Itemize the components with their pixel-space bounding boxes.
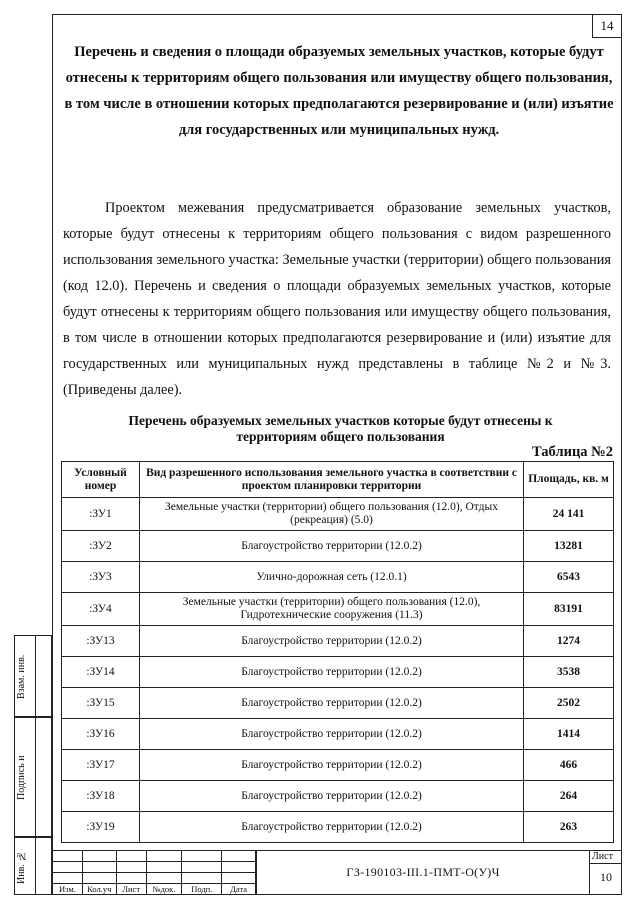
table-header-row [62,462,614,498]
cell-area: 466 [524,750,614,781]
col-koluch: Кол.уч [82,884,116,895]
side-cell-inv [14,837,52,895]
cell-area: 13281 [524,531,614,562]
document-code: ГЗ-190103-ІІІ.1-ПМТ-О(У)Ч [256,850,590,895]
sheet-label: Лист [592,851,613,862]
cell-area: 2502 [524,688,614,719]
cell-id: :ЗУ17 [62,750,140,781]
cell-use: Благоустройство территории (12.0.2) [139,719,523,750]
side-stamp [14,635,52,895]
cell-use: Благоустройство территории (12.0.2) [139,626,523,657]
cell-use: Улично-дорожная сеть (12.0.1) [139,562,523,593]
cell-id: :ЗУ18 [62,781,140,812]
table-row [62,562,614,593]
table-row [62,719,614,750]
table-row [62,531,614,562]
sheet-number: 10 [600,870,612,884]
col-data: Дата [222,884,256,895]
table-row [62,626,614,657]
cell-id: :ЗУ15 [62,688,140,719]
cell-use: Благоустройство территории (12.0.2) [139,688,523,719]
table-row [62,657,614,688]
label-podpis: Подпись и [16,755,27,801]
label-vzam-inv: Взам. инв. [16,654,27,700]
table-label: Таблица №2 [532,444,613,460]
cell-use: Благоустройство территории (12.0.2) [139,657,523,688]
table-title: Перечень образуемых земельных участков которые будут отнесены к территориям общего пользования [128,413,553,444]
cell-id: :ЗУ13 [62,626,140,657]
title-block [52,850,622,895]
side-cell-podpis [14,717,52,837]
cell-area: 1274 [524,626,614,657]
col-ndok: №док. [146,884,182,895]
cell-area: 3538 [524,657,614,688]
table-row [62,688,614,719]
cell-use: Земельные участки (территории) общего пользования (12.0), Отдых (рекреация) (5.0) [139,498,523,531]
header-id: Условный номер [62,462,140,498]
cell-use: Земельные участки (территории) общего пользования (12.0), Гидротехнические сооружения (11.3) [139,593,523,626]
table-row [62,593,614,626]
label-inv-no: Инв. № [16,850,27,884]
table-row [62,781,614,812]
cell-area: 24 141 [524,498,614,531]
cell-id: :ЗУ16 [62,719,140,750]
cell-id: :ЗУ4 [62,593,140,626]
side-cell-vzam [14,635,52,717]
cell-id: :ЗУ14 [62,657,140,688]
col-list: Лист [116,884,146,895]
title-block-grid [52,850,256,895]
header-use: Вид разрешенного использования земельного участка в соответствии с проектом планировки территории [139,462,523,498]
table-row [62,750,614,781]
cell-id: :ЗУ1 [62,498,140,531]
cell-area: 83191 [524,593,614,626]
body-paragraph: Проектом межевания предусматривается образование земельных участков, которые будут отнесены к территориям общего пользования с видом разрешенного использования земельного участка: Земельные участки (территории) общего пользования (код 12.0). Перечень и сведения о площади образуемых земельных участков, которые будут отнесены к территориям общего пользования или имуществу общего пользования, в том числе в отношении которых предполагаются резервирование и (или) изъятие для государственных или муниципальных нужд представлены в таблице №2 и №3. (Приведены далее). [63,200,611,398]
cell-use: Благоустройство территории (12.0.2) [139,781,523,812]
parcels-table [61,461,614,843]
col-izm: Изм. [53,884,83,895]
cell-id: :ЗУ3 [62,562,140,593]
section-heading: Перечень и сведения о площади образуемых земельных участков, которые будут отнесены к территориям общего пользования или имуществу общего пользования, в том числе в отношении которых предполагаются резервирование и (или) изъятие для государственных или муниципальных нужд. [64,44,614,138]
cell-area: 263 [524,812,614,843]
page-number: 14 [592,15,621,38]
table-row [62,812,614,843]
cell-area: 1414 [524,719,614,750]
cell-use: Благоустройство территории (12.0.2) [139,812,523,843]
cell-use: Благоустройство территории (12.0.2) [139,750,523,781]
cell-area: 264 [524,781,614,812]
cell-id: :ЗУ19 [62,812,140,843]
header-area: Площадь, кв. м [524,462,614,498]
col-podp: Подп. [182,884,222,895]
cell-id: :ЗУ2 [62,531,140,562]
table-row [62,498,614,531]
page-frame [52,14,622,895]
cell-area: 6543 [524,562,614,593]
cell-use: Благоустройство территории (12.0.2) [139,531,523,562]
